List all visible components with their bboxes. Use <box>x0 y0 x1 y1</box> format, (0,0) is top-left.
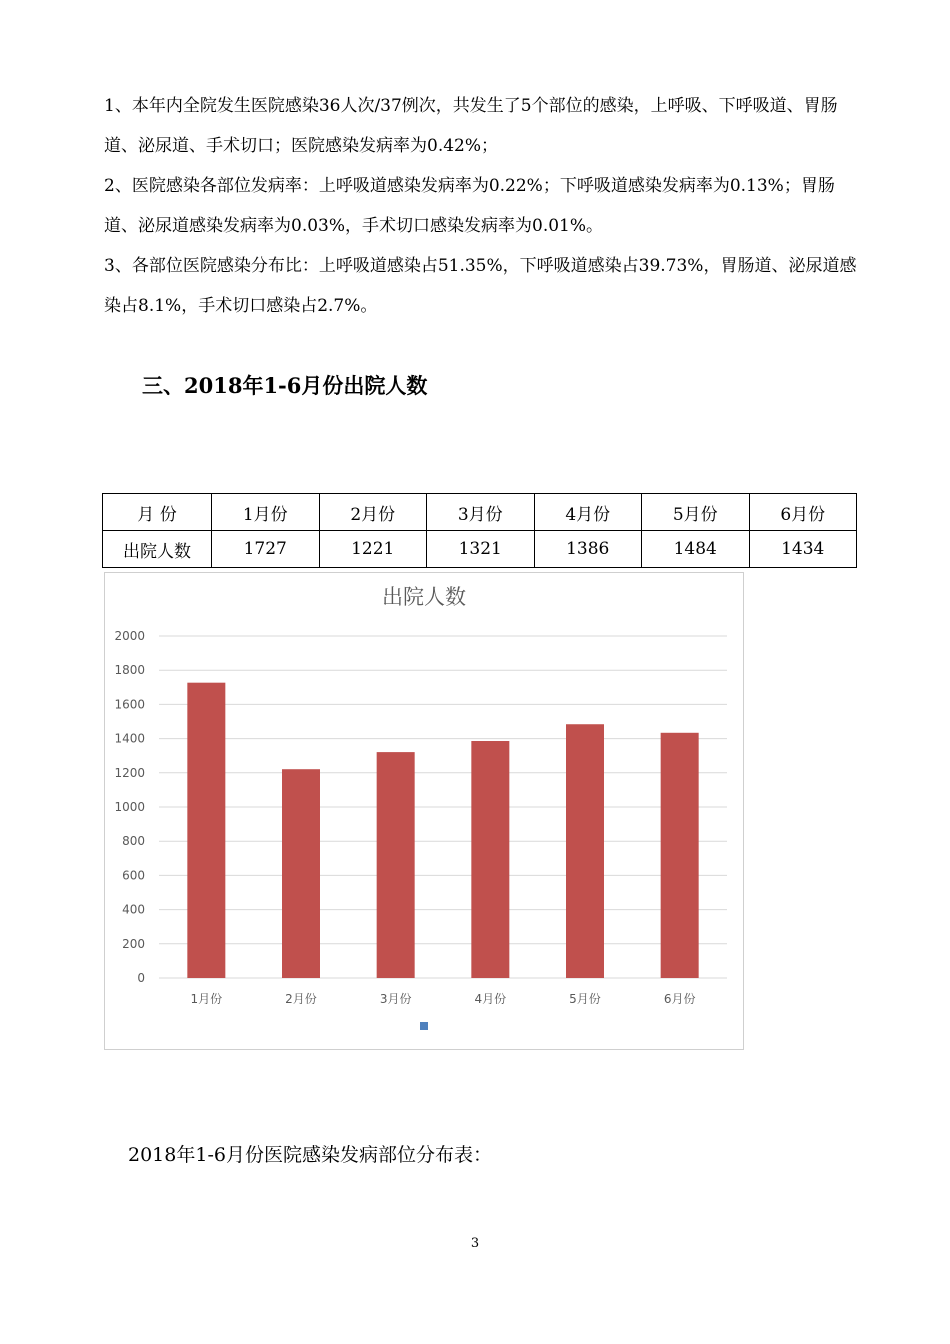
table-row-values <box>103 531 857 568</box>
table-cell-value: 1434 <box>749 531 857 568</box>
bar-1 <box>187 683 225 978</box>
table-cell-month: 6月份 <box>749 494 857 531</box>
table-cell-month: 1月份 <box>212 494 320 531</box>
chart-title: 出院人数 <box>382 585 466 609</box>
y-tick-label: 600 <box>122 868 145 883</box>
bar-2 <box>282 769 320 978</box>
y-tick-label: 1400 <box>114 731 145 746</box>
section-heading: 三、2018年1-6月份出院人数 <box>142 373 428 398</box>
bar-3 <box>377 752 415 978</box>
distribution-table-heading: 2018年1-6月份医院感染发病部位分布表： <box>128 1144 492 1166</box>
table-cell-value: 1321 <box>427 531 535 568</box>
row-label-discharges: 出院人数 <box>103 531 212 568</box>
y-tick-label: 200 <box>122 936 145 951</box>
page-number: 3 <box>470 1236 480 1251</box>
y-tick-label: 1800 <box>114 663 145 678</box>
y-tick-label: 0 <box>137 971 145 985</box>
y-tick-label: 400 <box>122 902 145 917</box>
bar-4 <box>471 741 509 978</box>
paragraph-2: 2、医院感染各部位发病率：上呼吸道感染发病率为0.22%；下呼吸道感染发病率为0.13%；胃肠道、泌尿道感染发病率为0.03%，手术切口感染发病率为0.01%。 <box>104 176 835 236</box>
y-tick-label: 1600 <box>114 697 145 712</box>
table-cell-month: 3月份 <box>427 494 535 531</box>
bar-5 <box>566 724 604 978</box>
paragraph-3: 3、各部位医院感染分布比：上呼吸道感染占51.35%，下呼吸道感染占39.73%，胃肠道、泌尿道感染占8.1%，手术切口感染占2.7%。 <box>104 256 857 316</box>
x-tick-label: 1月份 <box>190 992 223 1006</box>
discharge-bar-chart <box>104 572 744 1050</box>
chart-canvas <box>105 573 743 1049</box>
table-row-months <box>103 494 857 531</box>
legend-swatch <box>420 1022 428 1030</box>
x-tick-label: 4月份 <box>474 992 507 1006</box>
table-cell-month: 4月份 <box>534 494 642 531</box>
table-cell-month: 2月份 <box>319 494 427 531</box>
table-cell-month: 5月份 <box>642 494 750 531</box>
y-tick-label: 1000 <box>114 800 145 814</box>
y-tick-label: 800 <box>122 834 145 849</box>
table-cell-value: 1727 <box>212 531 320 568</box>
table-cell-value: 1484 <box>642 531 750 568</box>
x-tick-label: 5月份 <box>569 992 601 1006</box>
x-tick-label: 2月份 <box>285 992 317 1006</box>
table-cell-value: 1221 <box>319 531 427 568</box>
table-cell-value: 1386 <box>534 531 642 568</box>
discharge-table <box>102 493 857 568</box>
bar-6 <box>661 733 699 978</box>
paragraph-1: 1、本年内全院发生医院感染36人次/37例次，共发生了5个部位的感染，上呼吸、下呼吸道、胃肠道、泌尿道、手术切口；医院感染发病率为0.42%； <box>104 96 838 156</box>
x-tick-label: 6月份 <box>663 992 696 1006</box>
y-tick-label: 2000 <box>114 629 145 643</box>
y-tick-label: 1200 <box>114 765 145 780</box>
row-label-month: 月 份 <box>103 494 212 531</box>
x-tick-label: 3月份 <box>379 992 412 1006</box>
